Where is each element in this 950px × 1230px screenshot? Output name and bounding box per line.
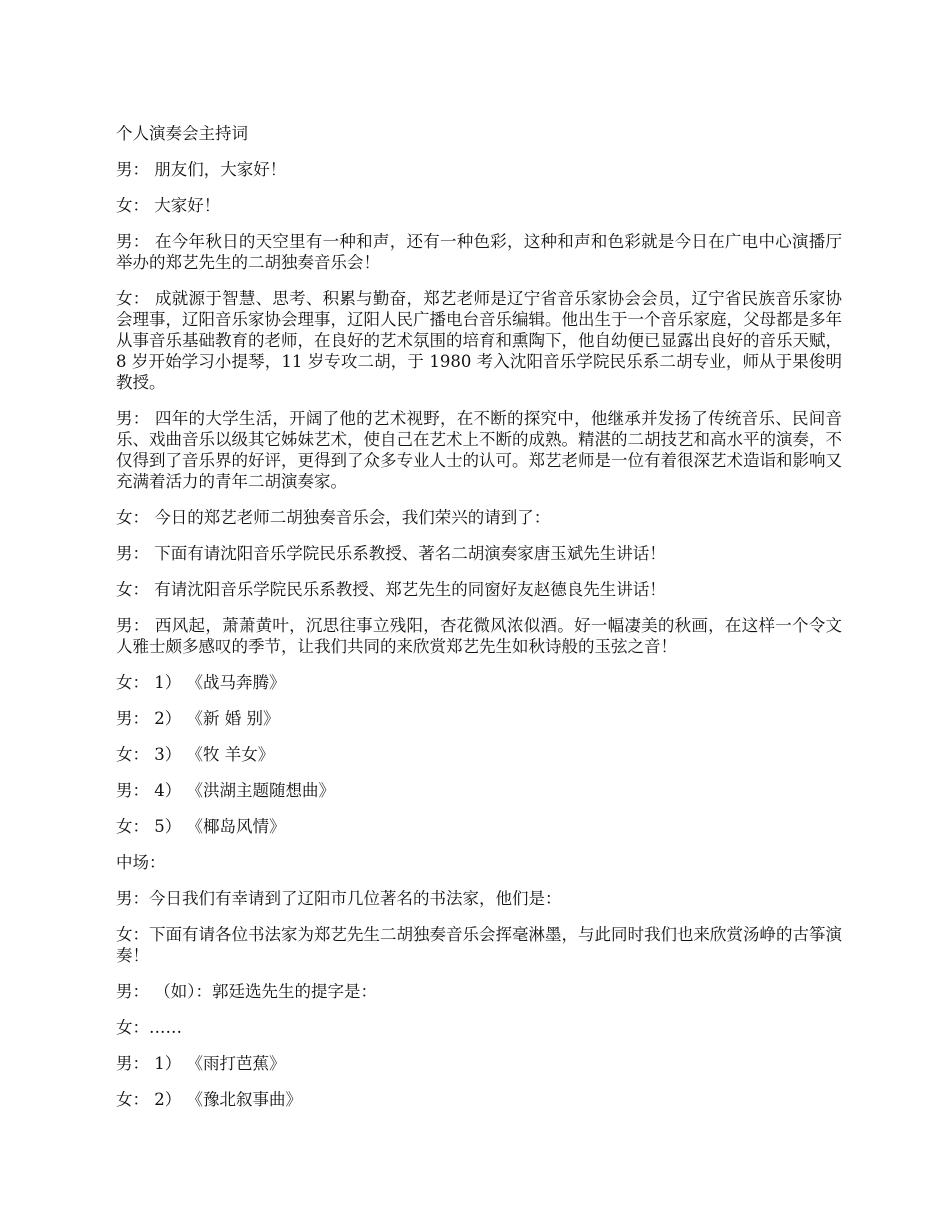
paragraph-career: 男： 四年的大学生活，开阔了他的艺术视野，在不断的探究中，他继承并发扬了传统音乐、民间音乐、戏曲音乐以级其它姊妹艺术，使自己在艺术上不断的成熟。精湛的二胡技艺和高水平的演奏，不仅得到了音乐界的好评，更得到了众多专业人士的认可。郑艺老师是一位有着很深艺术造诣和影响又充满着活力的青年二胡演奏家。 bbox=[116, 409, 842, 491]
document-title: 个人演奏会主持词 bbox=[116, 124, 248, 143]
paragraph-speech-tang: 男： 下面有请沈阳音乐学院民乐系教授、著名二胡演奏家唐玉斌先生讲话！ bbox=[116, 544, 666, 563]
paragraph-greeting-female: 女： 大家好！ bbox=[116, 196, 221, 215]
program-item-4: 男： 4） 《洪湖主题随想曲》 bbox=[116, 781, 335, 800]
program-item-3: 女： 3） 《牧 羊女》 bbox=[116, 745, 275, 764]
program-item-guzheng-2: 女： 2） 《豫北叙事曲》 bbox=[116, 1090, 302, 1109]
paragraph-speech-zhao: 女： 有请沈阳音乐学院民乐系教授、郑艺先生的同窗好友赵德良先生讲话！ bbox=[116, 580, 666, 599]
program-item-2: 男： 2） 《新 婚 别》 bbox=[116, 709, 280, 728]
paragraph-calligraphers: 男：今日我们有幸请到了辽阳市几位著名的书法家，他们是： bbox=[116, 889, 562, 908]
paragraph-greeting-male: 男： 朋友们，大家好！ bbox=[116, 160, 287, 179]
paragraph-opening: 男： 在今年秋日的天空里有一种和声，还有一种色彩，这种和声和色彩就是今日在广电中心演播厅举办的郑艺先生的二胡独奏音乐会！ bbox=[116, 232, 842, 272]
program-item-guzheng-1: 男： 1） 《雨打芭蕉》 bbox=[116, 1054, 286, 1073]
program-item-1: 女： 1） 《战马奔腾》 bbox=[116, 673, 286, 692]
program-item-5: 女： 5） 《椰岛风情》 bbox=[116, 817, 286, 836]
paragraph-ellipsis: 女：…… bbox=[116, 1018, 182, 1037]
document-page bbox=[116, 123, 842, 1125]
paragraph-autumn-intro: 男： 西风起，萧萧黄叶，沉思往事立残阳，杏花微风浓似酒。好一幅凄美的秋画，在这样一个令文人雅士颇多感叹的季节，让我们共同的来欣赏郑艺先生如秋诗般的玉弦之音！ bbox=[116, 616, 842, 656]
paragraph-biography: 女： 成就源于智慧、思考、积累与勤奋，郑艺老师是辽宁省音乐家协会会员，辽宁省民族音乐家协会理事，辽阳音乐家协会理事，辽阳人民广播电台音乐编辑。他出生于一个音乐家庭，父母都是多年从事音乐基础教育的老师，在良好的艺术氛围的培育和熏陶下，他自幼便已显露出良好的音乐天赋，8 岁开始学习小提琴，11 岁专攻二胡，于 1980 考入沈阳音乐学院民乐系二胡专业，师从于果俊明教授。 bbox=[116, 289, 842, 392]
paragraph-inscription: 男： （如）：郭廷选先生的提字是： bbox=[116, 982, 377, 1001]
paragraph-calligraphy-guzheng: 女：下面有请各位书法家为郑艺先生二胡独奏音乐会挥毫淋墨，与此同时我们也来欣赏汤峥的古筝演奏！ bbox=[116, 925, 842, 965]
paragraph-guests: 女： 今日的郑艺老师二胡独奏音乐会，我们荣兴的请到了： bbox=[116, 508, 551, 527]
section-intermission: 中场： bbox=[116, 853, 166, 872]
